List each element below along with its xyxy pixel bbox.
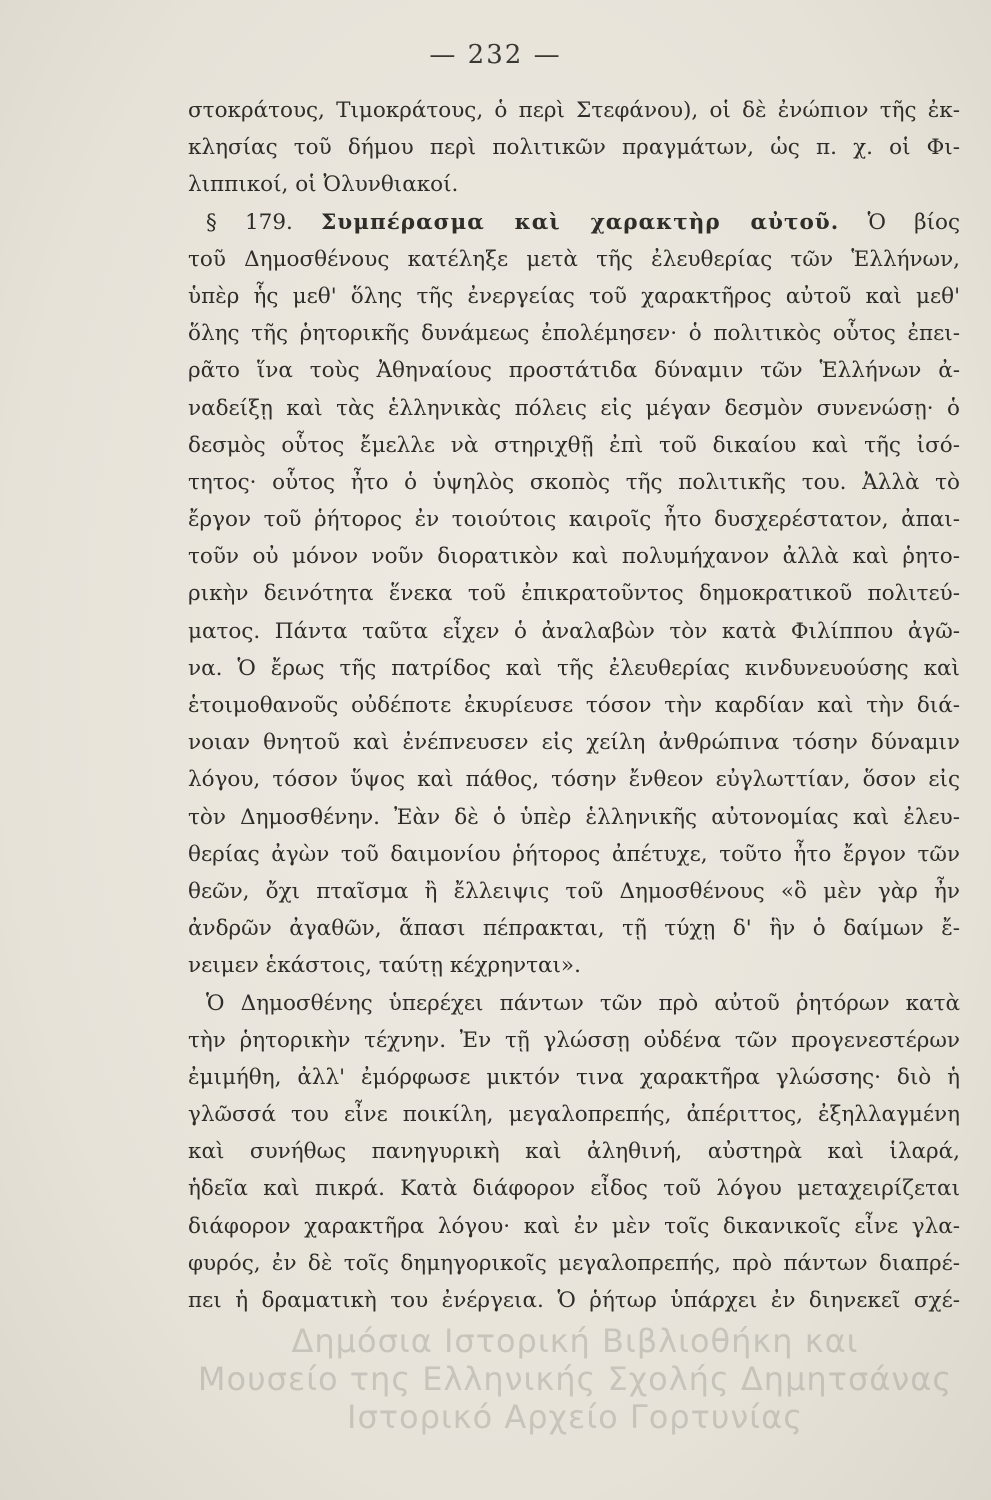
text-line: λιππικοί, οἱ Ὀλυνθιακοί.	[188, 172, 459, 198]
text-line: τοῦν οὐ μόνον νοῦν διορατικὸν καὶ πολυμήχανον ἀλλὰ καὶ ῥητο-	[188, 544, 960, 570]
section-title: Συμπέρασμα καὶ χαρακτὴρ αὐτοῦ.	[321, 209, 840, 235]
text-line: καὶ συνήθως πανηγυρικὴ καὶ ἀληθινή, αὐστηρὰ καὶ ἱλαρά,	[188, 1139, 960, 1165]
text-line: ὅλης τῆς ῥητορικῆς δυνάμεως ἐπολέμησεν· ὁ πολιτικὸς οὗτος ἐπει-	[188, 321, 960, 347]
text-line: γλῶσσά του εἶνε ποικίλη, μεγαλοπρεπής, ἀπέριττος, ἐξηλλαγμένη	[188, 1102, 960, 1128]
text-line: ρᾶτο ἵνα τοὺς Ἀθηναίους προστάτιδα δύναμιν τῶν Ἑλλήνων ἀ-	[188, 358, 960, 384]
text-line: ἡδεῖα καὶ πικρά. Κατὰ διάφορον εἶδος τοῦ λόγου μεταχειρίζεται	[188, 1176, 960, 1202]
body-text	[188, 92, 960, 1319]
text-line: λόγου, τόσον ὕψος καὶ πάθος, τόσην ἔνθεον εὐγλωττίαν, ὅσον εἰς	[188, 767, 960, 793]
text-line: δεσμὸς οὗτος ἔμελλε νὰ στηριχθῇ ἐπὶ τοῦ δικαίου καὶ τῆς ἰσό-	[188, 432, 960, 458]
watermark-line: Μουσείο της Ελληνικής Σχολής Δημητσάνας	[197, 1360, 953, 1398]
watermark-line: Ιστορικό Αρχείο Γορτυνίας	[347, 1398, 803, 1436]
text-line: κλησίας τοῦ δήμου περὶ πολιτικῶν πραγμάτων, ὡς π. χ. οἱ Φι-	[188, 135, 960, 161]
text-line: νειμεν ἑκάστοις, ταύτῃ κέχρηνται».	[188, 953, 581, 979]
text-line: ἀνδρῶν ἀγαθῶν, ἅπασι πέπρακται, τῇ τύχῃ δ' ἣν ὁ δαίμων ἔ-	[188, 916, 960, 942]
text-line: τὸν Δημοσθένην. Ἐὰν δὲ ὁ ὑπὲρ ἑλληνικῆς αὐτονομίας καὶ ἐλευ-	[188, 804, 960, 830]
text-line: νοιαν θνητοῦ καὶ ἐνέπνευσεν εἰς χείλη ἀνθρώπινα τόσην δύναμιν	[188, 730, 960, 756]
text-line: στοκράτους, Τιμοκράτους, ὁ περὶ Στεφάνου), οἱ δὲ ἐνώπιον τῆς ἐκ-	[188, 98, 960, 123]
watermark-line: Δημόσια Ιστορική Βιβλιοθήκη και	[291, 1322, 859, 1360]
section-mark: § 179.	[206, 209, 293, 235]
text-line: ἐμιμήθη, ἀλλ' ἐμόρφωσε μικτόν τινα χαρακτῆρα γλώσσης· διὸ ἡ	[188, 1064, 960, 1090]
text-line: ὑπὲρ ἧς μεθ' ὅλης τῆς ἐνεργείας τοῦ χαρακτῆρος αὐτοῦ καὶ μεθ'	[188, 283, 960, 309]
text-line: ματος. Πάντα ταῦτα εἶχεν ὁ ἀναλαβὼν τὸν κατὰ Φιλίππου ἀγῶ-	[188, 618, 960, 644]
text-line: τὴν ῥητορικὴν τέχνην. Ἐν τῇ γλώσσῃ οὐδένα τῶν προγενεστέρων	[188, 1027, 960, 1053]
text-line: φυρός, ἐν δὲ τοῖς δημηγορικοῖς μεγαλοπρεπής, πρὸ πάντων διαπρέ-	[188, 1250, 960, 1276]
section-heading-line	[188, 204, 960, 241]
text-line: ρικὴν δεινότητα ἕνεκα τοῦ ἐπικρατοῦντος δημοκρατικοῦ πολιτεύ-	[188, 581, 960, 607]
text-line: ἑτοιμοθανοῦς οὐδέποτε ἐκυρίευσε τόσον τὴν καρδίαν καὶ τὴν διά-	[188, 693, 960, 718]
text-line: ναδείξῃ καὶ τὰς ἑλληνικὰς πόλεις εἰς μέγαν δεσμὸν συνενώσῃ· ὁ	[188, 395, 960, 421]
text-line: τοῦ Δημοσθένους κατέληξε μετὰ τῆς ἐλευθερίας τῶν Ἑλλήνων,	[188, 246, 960, 272]
text-line: θεῶν, ὄχι πταῖσμα ἢ ἔλλειψις τοῦ Δημοσθένους «ὃ μὲν γὰρ ἦν	[188, 878, 960, 904]
text-line: να. Ὁ ἔρως τῆς πατρίδος καὶ τῆς ἐλευθερίας κινδυνευούσης καὶ	[188, 655, 960, 681]
text-line-fragment: Ὁ βίος	[867, 209, 960, 235]
text-line: τητος· οὗτος ἦτο ὁ ὑψηλὸς σκοπὸς τῆς πολιτικῆς του. Ἀλλὰ τὸ	[188, 469, 960, 495]
page-number: — 232 —	[429, 40, 562, 70]
library-watermark	[180, 1322, 970, 1436]
text-line: πει ἡ δραματικὴ του ἐνέργεια. Ὁ ῥήτωρ ὑπάρχει ἐν διηνεκεῖ σχέ-	[188, 1288, 960, 1313]
text-line: ἔργον τοῦ ῥήτορος ἐν τοιούτοις καιροῖς ἦτο δυσχερέστατον, ἀπαι-	[188, 507, 960, 533]
text-line: θερίας ἀγὼν τοῦ δαιμονίου ῥήτορος ἀπέτυχε, τοῦτο ἦτο ἔργον τῶν	[188, 841, 960, 867]
text-line: Ὁ Δημοσθένης ὑπερέχει πάντων τῶν πρὸ αὐτοῦ ῥητόρων κατὰ	[206, 990, 960, 1016]
text-line: διάφορον χαρακτῆρα λόγου· καὶ ἐν μὲν τοῖς δικανικοῖς εἶνε γλα-	[188, 1213, 960, 1239]
